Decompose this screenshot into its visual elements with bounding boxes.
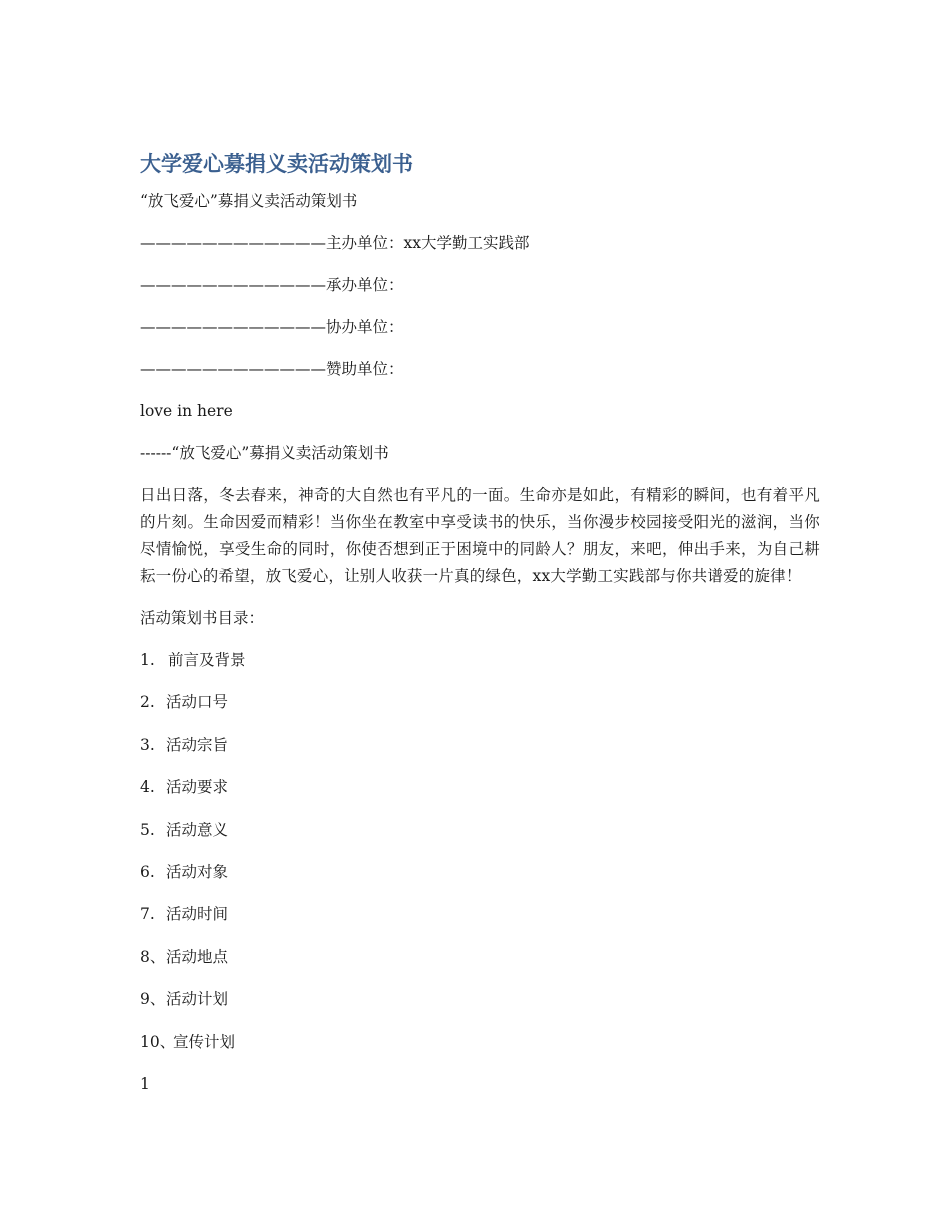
- section-heading: ------“放飞爱心”募捐义卖活动策划书: [140, 444, 389, 462]
- toc-item: [140, 647, 820, 674]
- toc-item-number: 5.: [140, 820, 155, 839]
- toc-item: [140, 1029, 820, 1056]
- toc-item-number: 8、: [140, 947, 166, 966]
- organizer-host: ————————————主办单位：xx大学勤工实践部: [140, 234, 530, 252]
- toc-item-number: 4.: [140, 778, 155, 797]
- toc-item: [140, 944, 820, 971]
- document-page: [140, 148, 820, 1113]
- toc-item-label: 活动计划: [166, 990, 229, 1009]
- toc-item-label: 前言及背景: [168, 651, 246, 669]
- toc-item: [140, 689, 820, 716]
- toc-item-label: 活动要求: [166, 778, 229, 797]
- toc-item-number: 1.: [140, 651, 155, 669]
- toc-item-label: 活动口号: [166, 693, 229, 712]
- toc-item: [140, 901, 820, 928]
- organizer-undertaker: ————————————承办单位：: [140, 276, 404, 294]
- slogan: love in here: [140, 402, 233, 420]
- toc-list: [140, 647, 820, 1056]
- toc-item-label: 活动时间: [166, 905, 229, 924]
- toc-item-number: 7.: [140, 905, 155, 924]
- toc-item-label: 活动地点: [166, 947, 229, 966]
- document-title: 大学爱心募捐义卖活动策划书: [140, 152, 413, 176]
- toc-item-number: 2.: [140, 693, 155, 712]
- toc-item: [140, 732, 820, 759]
- organizer-sponsor: ————————————赞助单位：: [140, 360, 404, 378]
- toc-item-number: 6.: [140, 862, 155, 881]
- toc-item-number: 3.: [140, 735, 155, 754]
- toc-item: [140, 986, 820, 1013]
- document-subtitle: “放飞爱心”募捐义卖活动策划书: [140, 192, 358, 210]
- toc-heading: 活动策划书目录：: [140, 609, 265, 627]
- toc-item-label: 活动宗旨: [166, 735, 229, 754]
- page-number: 1: [140, 1074, 150, 1093]
- toc-item: [140, 859, 820, 886]
- toc-item: [140, 774, 820, 801]
- toc-item-label: 活动对象: [166, 862, 229, 881]
- toc-item: [140, 817, 820, 844]
- organizer-co-organizer: ————————————协办单位：: [140, 318, 404, 336]
- toc-item-label: 活动意义: [166, 820, 229, 839]
- intro-paragraph: 日出日落，冬去春来，神奇的大自然也有平凡的一面。生命亦是如此，有精彩的瞬间，也有着平凡的片刻。生命因爱而精彩！当你坐在教室中享受读书的快乐，当你漫步校园接受阳光的滋润，当你尽情愉悦，享受生命的同时，你使否想到正于困境中的同龄人？朋友，来吧，伸出手来，为自己耕耘一份心的希望，放飞爱心，让别人收获一片真的绿色，xx大学勤工实践部与你共谱爱的旋律！: [140, 486, 820, 585]
- toc-item-number: 10、: [140, 1032, 176, 1051]
- toc-item-number: 9、: [140, 990, 166, 1009]
- toc-item-label: 宣传计划: [173, 1032, 236, 1051]
